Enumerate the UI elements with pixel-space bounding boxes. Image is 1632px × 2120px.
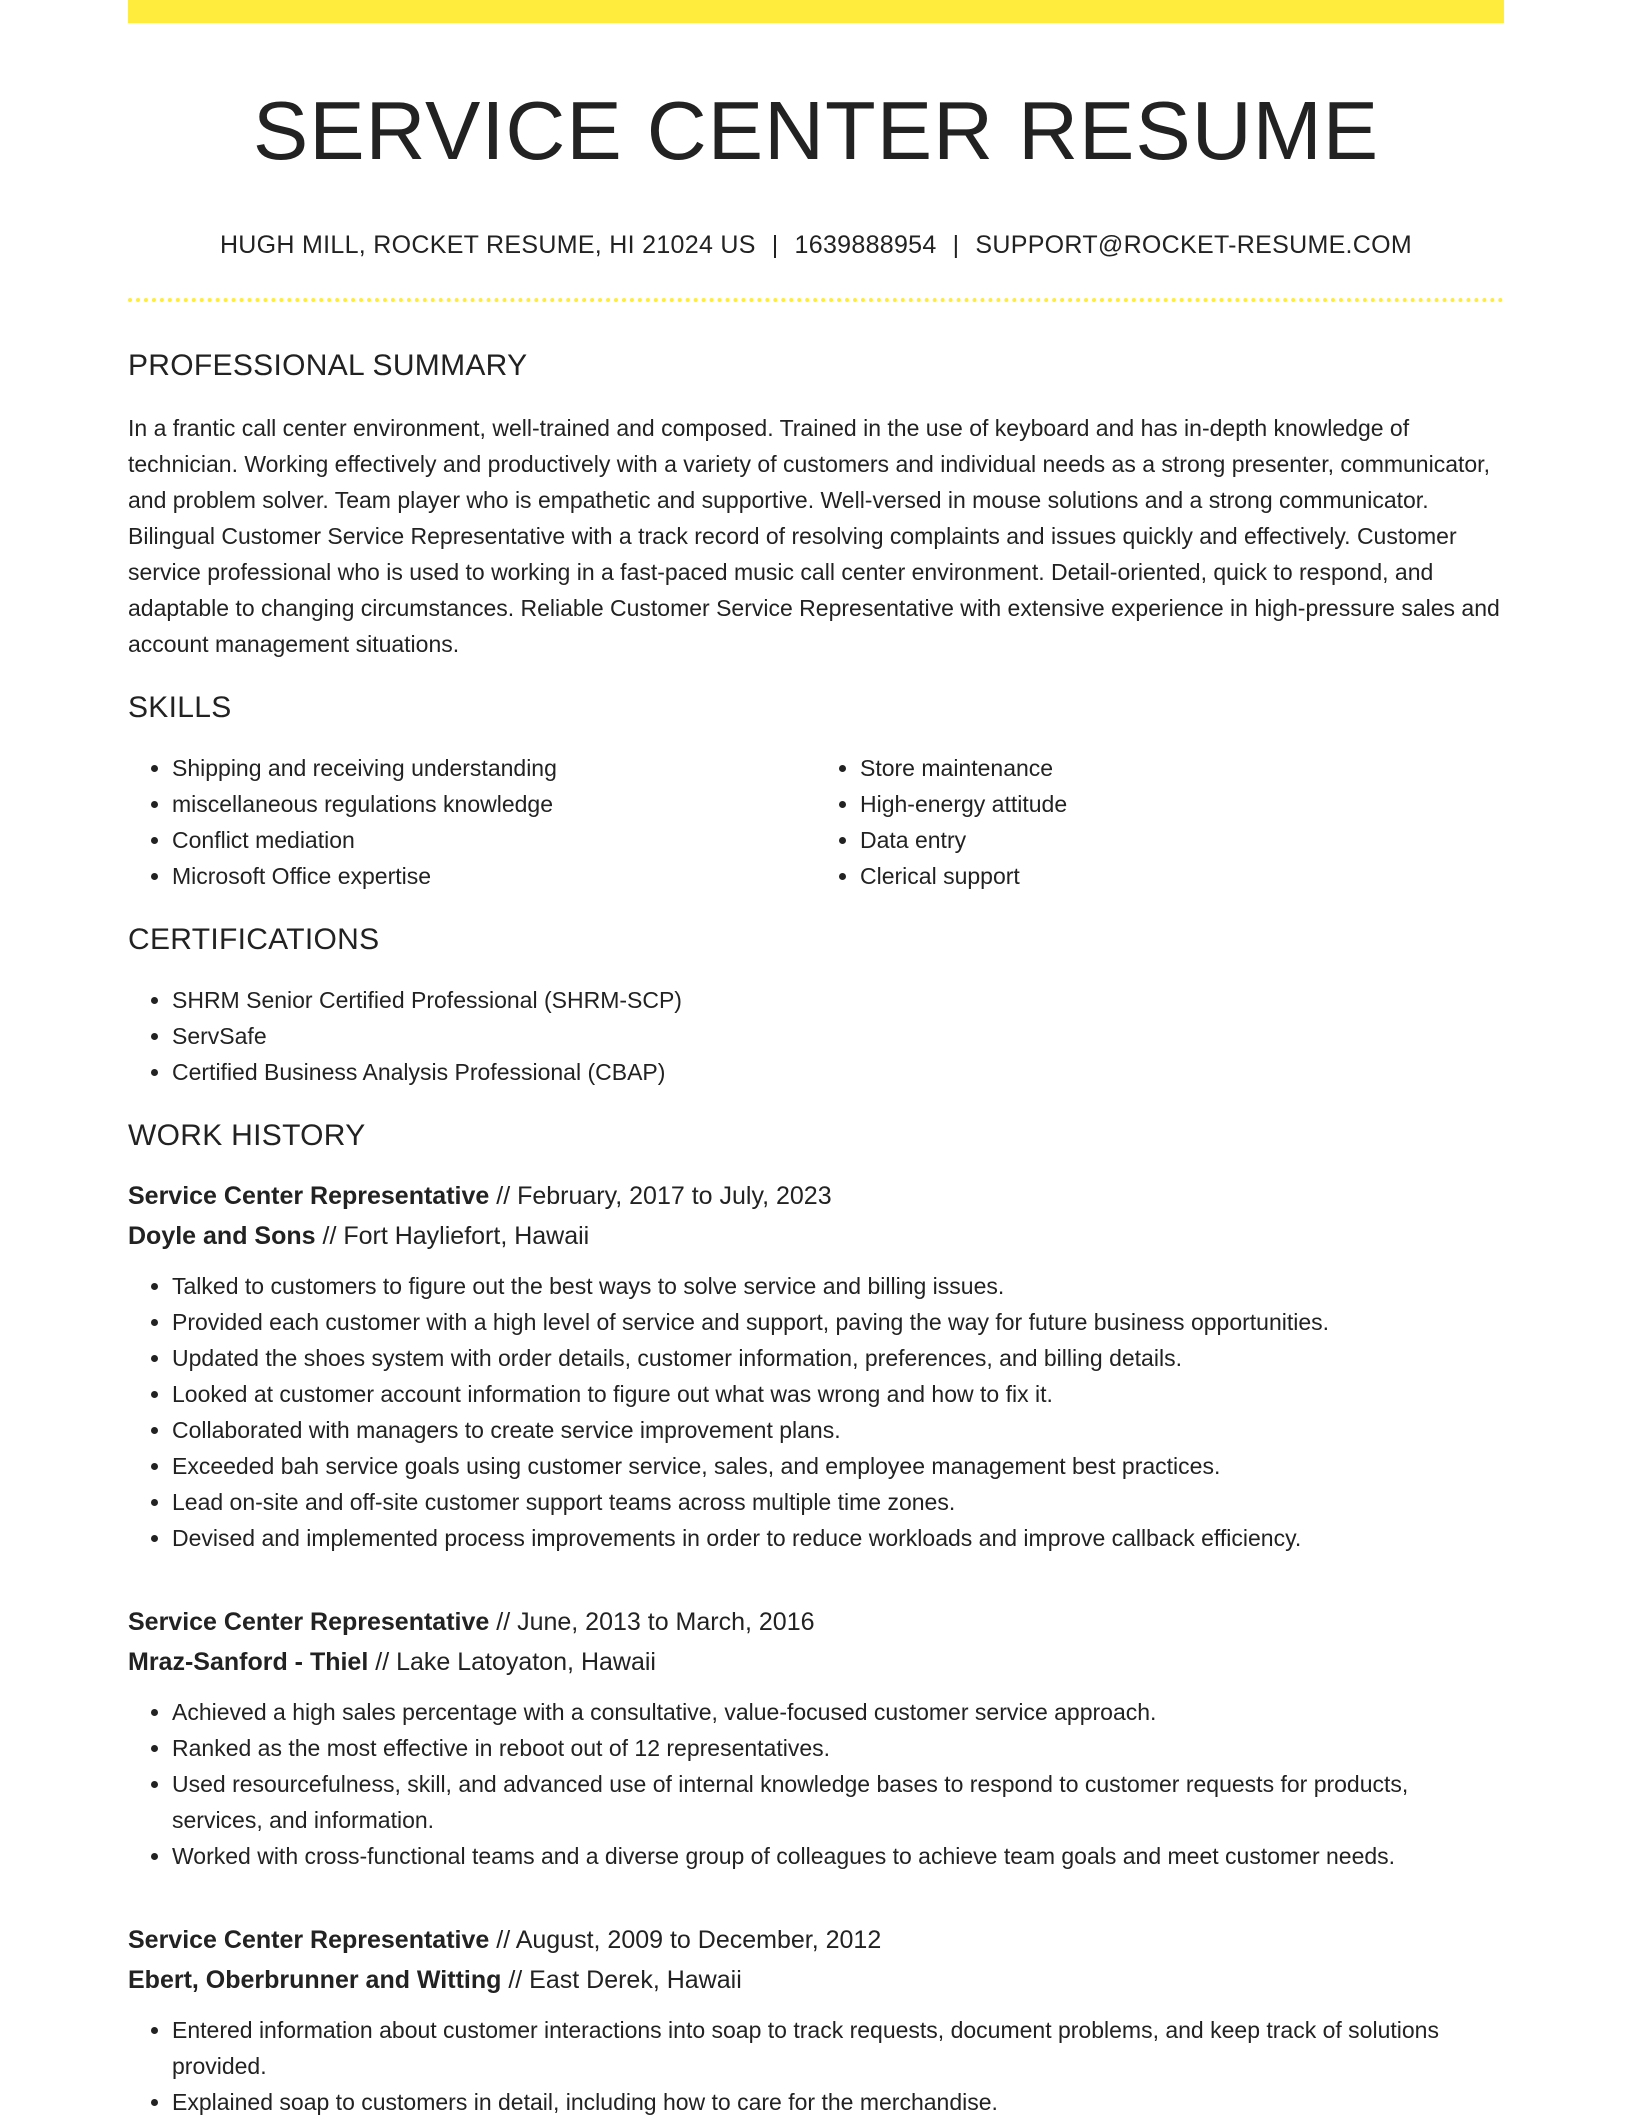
list-item: • Updated the shoes system with order details, customer information, preferences, and billing details. [172, 1340, 1504, 1376]
list-item: • Shipping and receiving understanding [172, 750, 816, 786]
dotted-divider [128, 298, 1504, 302]
section-title-work-history: WORK HISTORY [128, 1119, 366, 1153]
list-item: • High-energy attitude [860, 786, 1504, 822]
list-item: • Used resourcefulness, skill, and advanced use of internal knowledge bases to respond to customer requests for products, services, and information. [172, 1766, 1504, 1838]
list-item: • Microsoft Office expertise [172, 858, 816, 894]
summary-section [128, 348, 1504, 662]
job-company: Ebert, Oberbrunner and Witting [128, 1966, 502, 1995]
job-role-line [128, 1920, 1504, 1960]
skills-column-left [128, 750, 816, 894]
skills-column-right [816, 750, 1504, 894]
section-title-summary: PROFESSIONAL SUMMARY [128, 349, 528, 383]
list-item: • Clerical support [860, 858, 1504, 894]
resume-page [128, 0, 1504, 2120]
job-location: // Lake Latoyaton, Hawaii [368, 1648, 656, 1677]
list-item: • Devised and implemented process improvements in order to reduce workloads and improve callback efficiency. [172, 1520, 1504, 1556]
summary-text: In a frantic call center environment, well-trained and composed. Trained in the use of keyboard and has in-depth knowledge of technician. Working effectively and productively with a variety of customers and individual needs as a strong presenter, communicator, and problem solver. Team player who is empathetic and supportive. Well-versed in mouse solutions and a strong communicator. Bilingual Customer Service Representative with a track record of resolving complaints and issues quickly and effectively. Customer service professional who is used to working in a fast-paced music call center environment. Detail-oriented, quick to respond, and adaptable to changing circumstances. Reliable Customer Service Representative with extensive experience in high-pressure sales and account management situations. [128, 415, 1500, 658]
skills-columns [128, 750, 1504, 894]
list-item: • miscellaneous regulations knowledge [172, 786, 816, 822]
job-company-line [128, 1960, 1504, 2000]
job-dates: // June, 2013 to March, 2016 [489, 1608, 815, 1637]
list-item: • Certified Business Analysis Professional (CBAP) [172, 1054, 1504, 1090]
list-item: • Talked to customers to figure out the best ways to solve service and billing issues. [172, 1268, 1504, 1304]
list-item: • Looked at customer account information to figure out what was wrong and how to fix it. [172, 1376, 1504, 1412]
list-item: • Ranked as the most effective in reboot out of 12 representatives. [172, 1730, 1504, 1766]
job-entry [128, 1920, 1504, 2120]
list-item: • Lead on-site and off-site customer support teams across multiple time zones. [172, 1484, 1504, 1520]
accent-bar [128, 0, 1504, 23]
contact-email[interactable]: SUPPORT@ROCKET-RESUME.COM [975, 231, 1413, 260]
job-role: Service Center Representative [128, 1608, 490, 1637]
list-item: • Exceeded bah service goals using customer service, sales, and employee management best practices. [172, 1448, 1504, 1484]
job-company-line [128, 1216, 1504, 1256]
job-company-line [128, 1642, 1504, 1682]
job-location: // Fort Hayliefort, Hawaii [315, 1222, 590, 1251]
job-dates: // August, 2009 to December, 2012 [489, 1926, 882, 1955]
job-role: Service Center Representative [128, 1926, 490, 1955]
job-dates: // February, 2017 to July, 2023 [489, 1182, 832, 1211]
skills-section [128, 690, 1504, 894]
job-company: Doyle and Sons [128, 1222, 316, 1251]
job-location: // East Derek, Hawaii [501, 1966, 742, 1995]
job-entry [128, 1602, 1504, 1874]
list-item: • Conflict mediation [172, 822, 816, 858]
list-item: • SHRM Senior Certified Professional (SHRM-SCP) [172, 982, 1504, 1018]
contact-separator: | [771, 231, 779, 260]
job-role-line [128, 1176, 1504, 1216]
job-role: Service Center Representative [128, 1182, 490, 1211]
list-item: • Collaborated with managers to create service improvement plans. [172, 1412, 1504, 1448]
contact-address: HUGH MILL, ROCKET RESUME, HI 21024 US [219, 231, 756, 260]
list-item: • Worked with cross-functional teams and a diverse group of colleagues to achieve team goals and meet customer needs. [172, 1838, 1504, 1874]
contact-separator: | [952, 231, 960, 260]
list-item: • Data entry [860, 822, 1504, 858]
job-role-line [128, 1602, 1504, 1642]
section-title-skills: SKILLS [128, 691, 232, 725]
contact-line [128, 230, 1504, 260]
list-item: • Explained soap to customers in detail, including how to care for the merchandise. [172, 2084, 1504, 2120]
job-company: Mraz-Sanford - Thiel [128, 1648, 369, 1677]
list-item: • Achieved a high sales percentage with a consultative, value-focused customer service approach. [172, 1694, 1504, 1730]
resume-title: SERVICE CENTER RESUME [252, 84, 1380, 177]
work-history-section [128, 1118, 1504, 2120]
contact-phone: 1639888954 [794, 231, 937, 260]
certifications-section [128, 922, 1504, 1090]
list-item: • Provided each customer with a high level of service and support, paving the way for future business opportunities. [172, 1304, 1504, 1340]
list-item: • Entered information about customer interactions into soap to track requests, document problems, and keep track of solutions provided. [172, 2012, 1504, 2084]
job-entry [128, 1176, 1504, 1556]
list-item: • ServSafe [172, 1018, 1504, 1054]
section-title-certifications: CERTIFICATIONS [128, 923, 380, 957]
list-item: • Store maintenance [860, 750, 1504, 786]
